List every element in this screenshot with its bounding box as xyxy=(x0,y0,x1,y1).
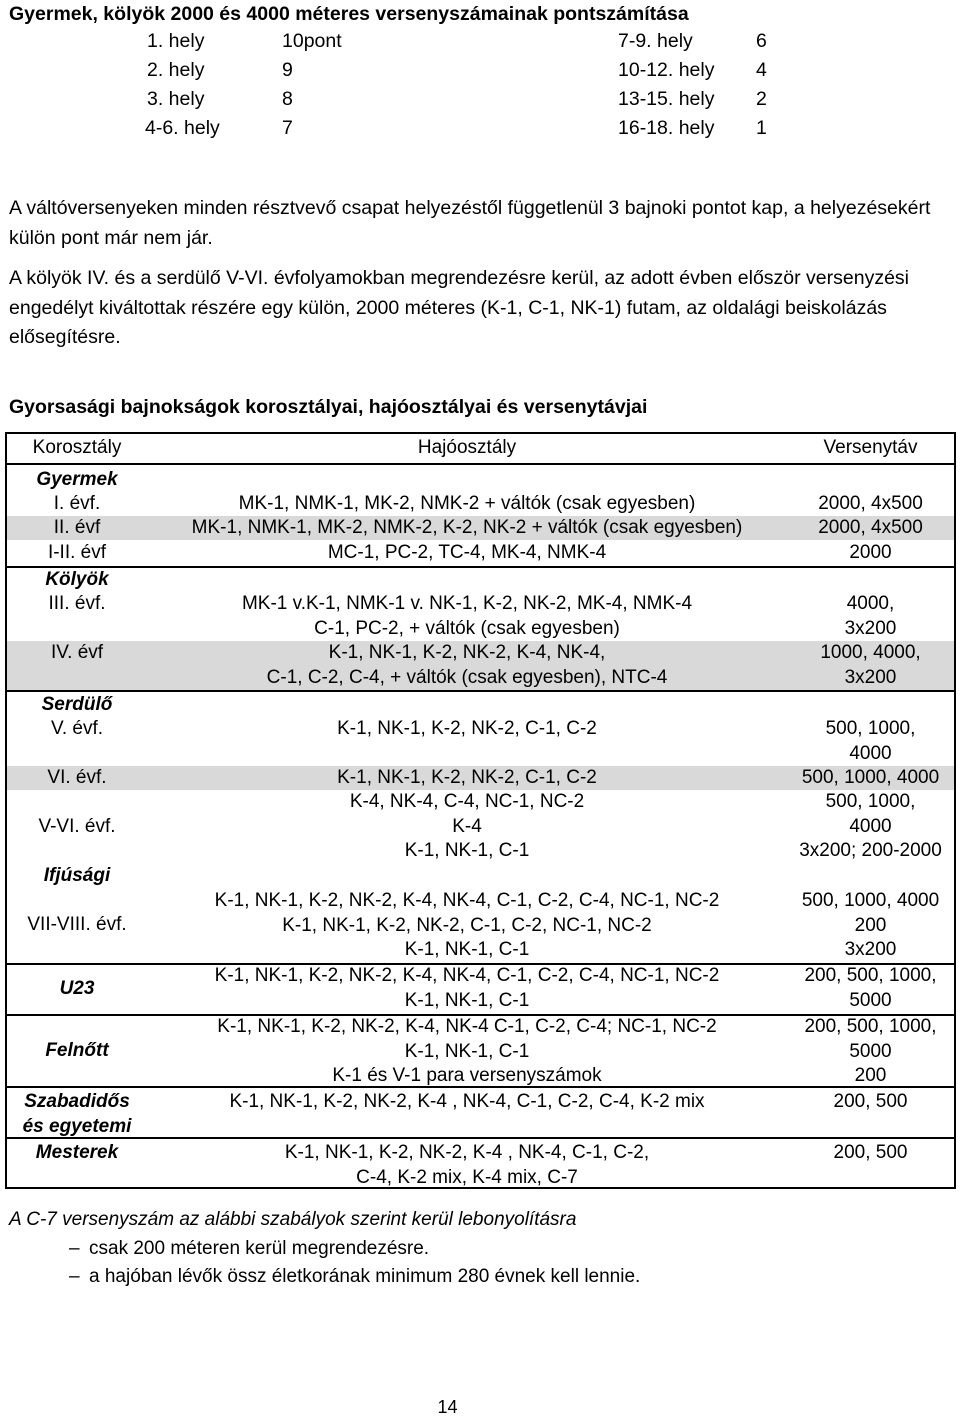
points-place: 2. hely xyxy=(147,59,205,81)
group-label: Mesterek xyxy=(35,1142,119,1163)
boat-cell: K-1, NK-1, K-2, NK-2, K-4 , NK-4, C-1, C-2, C-4, K-2 mix xyxy=(229,1091,705,1112)
bullet-text: csak 200 méteren kerül megrendezésre. xyxy=(89,1238,430,1259)
group-divider xyxy=(7,1137,954,1139)
age-cell: V-VI. évf. xyxy=(38,816,116,837)
points-value: 6 xyxy=(756,30,767,52)
section-title: Gyorsasági bajnokságok korosztályai, hajóosztályai és versenytávjai xyxy=(9,396,648,418)
header-divider xyxy=(7,463,954,465)
age-cell: VII-VIII. évf. xyxy=(27,914,127,935)
points-place: 13-15. hely xyxy=(618,88,715,110)
group-label: Szabadidős és egyetemi xyxy=(22,1091,132,1137)
group-label: Felnőtt xyxy=(45,1040,109,1061)
group-label: U23 xyxy=(59,978,95,999)
age-cell: III. évf. xyxy=(48,593,106,614)
points-place: 3. hely xyxy=(147,88,205,110)
categories-table xyxy=(5,432,956,1189)
points-place: 10-12. hely xyxy=(618,59,715,81)
c7-bullet xyxy=(9,1235,429,1263)
distance-cell: 1000, 4000, 3x200 xyxy=(820,642,921,688)
page-title: Gyermek, kölyök 2000 és 4000 méteres versenyszámainak pontszámítása xyxy=(9,3,689,25)
relay-paragraph: A váltóversenyeken minden résztvevő csapat helyezéstől függetlenül 3 bajnoki pontot kap, a helyezésekért külön pont már nem jár. xyxy=(9,197,931,249)
boat-cell: MK-1, NMK-1, MK-2, NMK-2, K-2, NK-2 + váltók (csak egyesben) xyxy=(191,517,743,538)
bullet-text: a hajóban lévők össz életkorának minimum 280 évnek kell lennie. xyxy=(89,1266,641,1287)
boat-cell: MK-1, NMK-1, MK-2, NMK-2 + váltók (csak egyesben) xyxy=(238,493,696,514)
group-label: Kölyök xyxy=(45,569,109,590)
points-value: 2 xyxy=(756,88,767,110)
distance-cell: 500, 1000, 4000 xyxy=(825,718,916,764)
distance-cell: 200, 500 xyxy=(833,1142,908,1163)
boat-cell: K-4, NK-4, C-4, NC-1, NC-2 K-4 K-1, NK-1, C-1 xyxy=(349,791,585,861)
boat-cell: K-1, NK-1, K-2, NK-2, K-4, NK-4, C-1, C-2, C-4, + váltók (csak egyesben), NTC-4 xyxy=(266,642,668,688)
distance-cell: 500, 1000, 4000 xyxy=(801,767,940,788)
points-value: 9 xyxy=(282,59,293,81)
boat-cell: K-1, NK-1, K-2, NK-2, K-4 , NK-4, C-1, C-2, C-4, K-2 mix, K-4 mix, C-7 xyxy=(284,1142,650,1188)
bullet-dash: – xyxy=(69,1266,80,1287)
age-cell: I. évf. xyxy=(53,493,101,514)
page-number: 14 xyxy=(437,1397,458,1417)
header-distance: Versenytáv xyxy=(823,437,918,458)
boat-cell: K-1, NK-1, K-2, NK-2, K-4, NK-4 C-1, C-2, C-4; NC-1, NC-2 K-1, NK-1, C-1 K-1 és V-1 para versenyszámok xyxy=(217,1016,717,1086)
distance-cell: 2000, 4x500 xyxy=(818,493,923,514)
distance-cell: 500, 1000, 4000 3x200; 200-2000 xyxy=(799,791,942,861)
boat-cell: MK-1 v.K-1, NMK-1 v. NK-1, K-2, NK-2, MK-4, NMK-4 C-1, PC-2, + váltók (csak egyesben) xyxy=(241,593,693,639)
bullet-dash: – xyxy=(69,1238,80,1259)
points-place: 4-6. hely xyxy=(145,117,220,139)
points-place: 7-9. hely xyxy=(618,30,693,52)
points-value: 1 xyxy=(756,117,767,139)
distance-cell: 500, 1000, 4000 200 3x200 xyxy=(801,890,940,960)
boat-cell: K-1, NK-1, K-2, NK-2, K-4, NK-4, C-1, C-2, C-4, NC-1, NC-2 K-1, NK-1, C-1 xyxy=(214,965,720,1011)
age-cell: V. évf. xyxy=(50,718,104,739)
distance-cell: 200, 500, 1000, 5000 200 xyxy=(804,1016,937,1086)
group-divider xyxy=(7,566,954,568)
points-value: 7 xyxy=(282,117,293,139)
header-boat: Hajóosztály xyxy=(417,437,517,458)
c7-bullet xyxy=(9,1263,640,1291)
age-cell: II. évf xyxy=(53,517,101,538)
c7-note-title: A C-7 versenyszám az alábbi szabályok szerint kerül lebonyolításra xyxy=(9,1209,577,1230)
boat-cell: K-1, NK-1, K-2, NK-2, C-1, C-2 xyxy=(337,718,597,739)
distance-cell: 200, 500 xyxy=(833,1091,908,1112)
points-place: 1. hely xyxy=(147,30,205,52)
points-value: 8 xyxy=(282,88,293,110)
distance-cell: 4000, 3x200 xyxy=(844,593,897,639)
group-label: Gyermek xyxy=(36,469,118,490)
beginner-paragraph: A kölyök IV. és a serdülő V-VI. évfolyamokban megrendezésre kerül, az adott évben először versenyzési engedélyt kiváltottak részére egy külön, 2000 méteres (K-1, C-1, NK-1) futam, az oldalági beiskolázás elősegítésre. xyxy=(9,267,910,348)
points-value: 10pont xyxy=(282,30,342,52)
boat-cell: K-1, NK-1, K-2, NK-2, K-4, NK-4, C-1, C-2, C-4, NC-1, NC-2 K-1, NK-1, K-2, NK-2, C-1, C-2, NC-1, NC-2 K-1, NK-1, C-1 xyxy=(214,890,720,960)
header-age: Korosztály xyxy=(32,437,122,458)
boat-cell: MC-1, PC-2, TC-4, MK-4, NMK-4 xyxy=(327,542,607,563)
points-place: 16-18. hely xyxy=(618,117,715,139)
group-label: Ifjúsági xyxy=(43,865,111,886)
boat-cell: K-1, NK-1, K-2, NK-2, C-1, C-2 xyxy=(337,767,597,788)
group-label: Serdülő xyxy=(41,694,113,715)
points-value: 4 xyxy=(756,59,767,81)
age-cell: I-II. évf xyxy=(47,542,107,563)
group-divider xyxy=(7,690,954,692)
age-cell: VI. évf. xyxy=(47,767,107,788)
age-cell: IV. évf xyxy=(50,642,104,663)
distance-cell: 200, 500, 1000, 5000 xyxy=(804,965,937,1011)
distance-cell: 2000, 4x500 xyxy=(818,517,923,538)
distance-cell: 2000 xyxy=(849,542,892,563)
